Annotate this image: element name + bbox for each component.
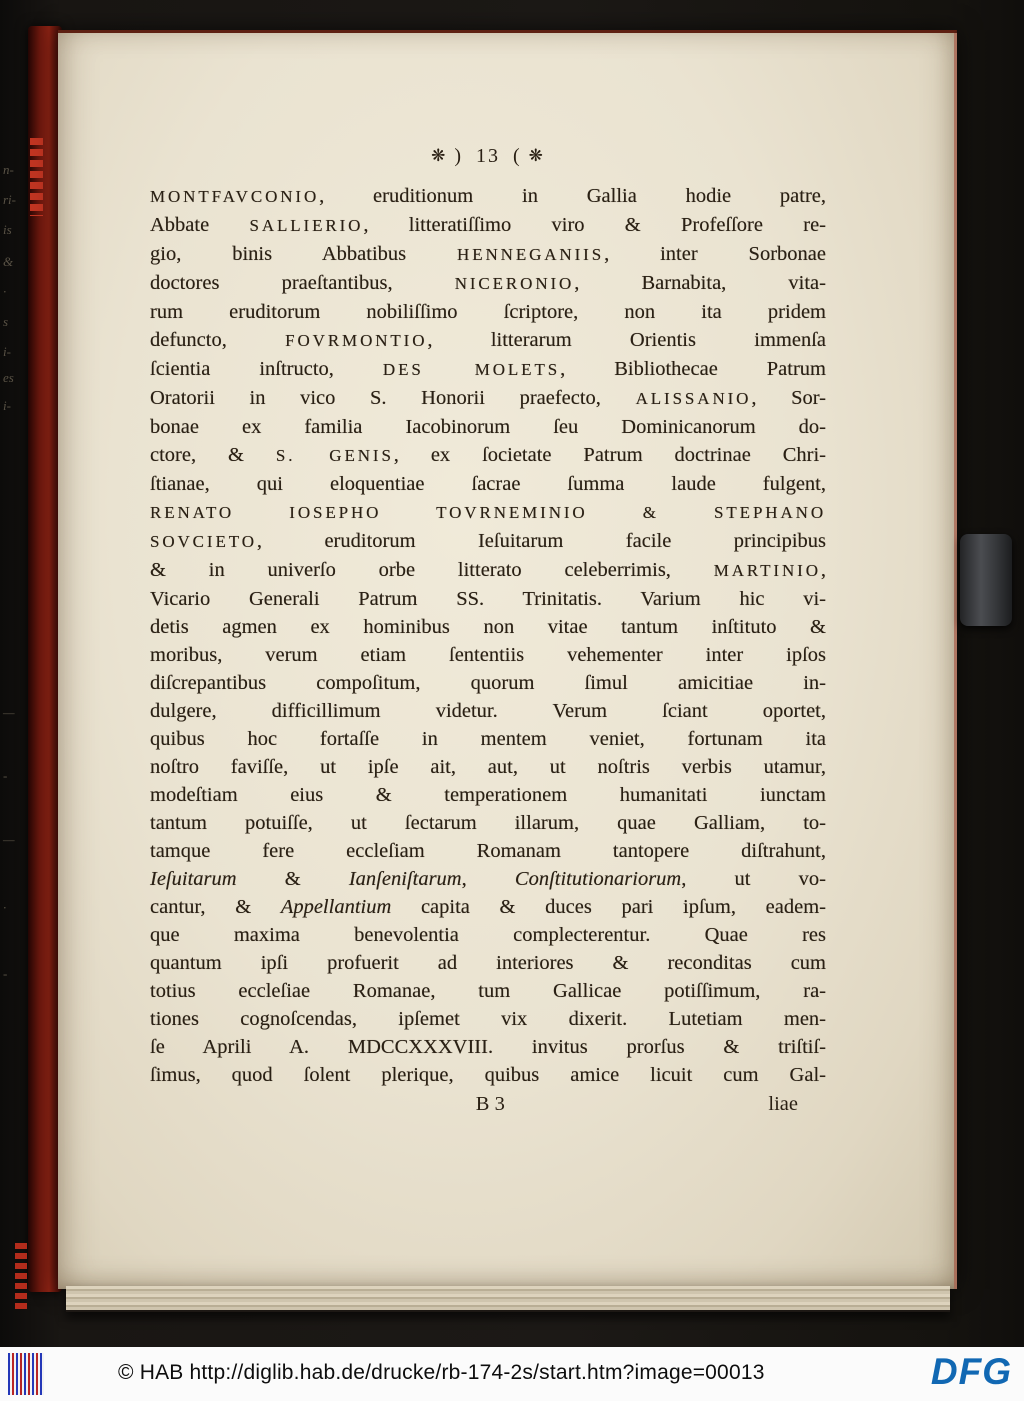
watermark-footer <box>0 1347 1024 1401</box>
bleed-fragment: — <box>3 705 15 720</box>
header-bracket-left: ) <box>454 145 463 167</box>
red-edge-marks-bottom <box>15 1243 27 1309</box>
text-line: & in univerſo orbe litterato celeberrimis, MARTINIO, <box>150 559 826 581</box>
text-line: ctore, & S. GENIS, ex ſocietate Patrum doctrinae Chri- <box>150 444 826 466</box>
text-line: quibus hoc fortaſſe in mentem veniet, fortunam ita <box>150 728 826 750</box>
text-line: Vicario Generali Patrum SS. Trinitatis. Varium hic vi- <box>150 588 826 610</box>
book-page <box>58 30 957 1289</box>
bleed-fragment: - <box>3 966 8 981</box>
bleed-fragment: es <box>3 370 14 385</box>
text-line: tamque fere eccleſiam Romanam tantopere diſtrahunt, <box>150 840 826 862</box>
text-line: ſe Aprili A. MDCCXXXVIII. invitus prorſus & triſtiſ- <box>150 1036 826 1058</box>
signature-row <box>150 1093 826 1123</box>
bleed-fragment: i- <box>3 398 11 413</box>
bleed-fragment: - <box>3 768 8 783</box>
text-line: ſimus, quod ſolent plerique, quibus amice licuit cum Gal- <box>150 1064 826 1086</box>
text-line: Abbate SALLIERIO, litteratiſſimo viro & Profeſſore re- <box>150 214 827 236</box>
fleuron-icon: ❋ <box>528 146 545 166</box>
bleed-fragment: n- <box>3 162 14 177</box>
text-line: totius eccleſiae Romanae, tum Gallicae potiſſimum, ra- <box>150 980 826 1002</box>
header-bracket-right: ( <box>513 145 522 167</box>
body-text <box>150 182 826 1089</box>
color-calibration-bars <box>8 1353 44 1395</box>
text-line: que maxima benevolentia complecterentur. Quae res <box>150 924 826 946</box>
page-number: 13 <box>476 145 500 167</box>
text-line: gio, binis Abbatibus HENNEGANIIS, inter Sorbonae <box>150 243 826 265</box>
text-line: tiones cognoſcendas, ipſemet vix dixerit. Lutetiam men- <box>150 1008 826 1030</box>
text-line: noſtro faviſſe, ut ipſe ait, aut, ut noſtris verbis utamur, <box>150 756 826 778</box>
text-line: quantum ipſi profuerit ad interiores & reconditas cum <box>150 952 826 974</box>
bleed-fragment: s <box>3 314 9 329</box>
red-edge-marks-top <box>30 138 43 216</box>
text-line: ſtianae, qui eloquentiae ſacrae ſumma laude fulgent, <box>150 473 826 495</box>
text-line: Oratorii in vico S. Honorii praefecto, ALISSANIO, Sor- <box>150 387 826 409</box>
text-line: modeſtiam eius & temperationem humanitati iunctam <box>150 784 826 806</box>
fleuron-icon: ❋ <box>431 146 448 166</box>
text-line: dulgere, difficillimum videtur. Verum ſciant oportet, <box>150 700 826 722</box>
text-line: MONTFAVCONIO, eruditionum in Gallia hodie patre, <box>150 185 826 207</box>
text-line: diſcrepantibus compoſitum, quorum ſimul amicitiae in- <box>150 672 826 694</box>
dfg-logo: DFG <box>930 1351 1012 1392</box>
page-stack-edges <box>66 1286 950 1312</box>
catchword: liae <box>768 1093 798 1115</box>
text-line: detis agmen ex hominibus non vitae tantum inſtituto & <box>150 616 826 638</box>
book-clasp <box>960 534 1012 626</box>
page-text-block <box>150 145 826 1123</box>
text-line: SOVCIETO, eruditorum Ieſuitarum facile principibus <box>150 530 826 552</box>
text-line: cantur, & Appellantium capita & duces pari ipſum, eadem- <box>150 896 826 918</box>
bleed-fragment: · <box>3 284 7 299</box>
bleed-fragment: — <box>3 832 15 847</box>
bleed-fragment: · <box>3 900 7 915</box>
bleed-fragment: i- <box>3 344 11 359</box>
text-line: defuncto, FOVRMONTIO, litterarum Orientis immenſa <box>150 329 826 351</box>
text-line: doctores praeſtantibus, NICERONIO, Barnabita, vita- <box>150 272 826 294</box>
gathering-signature: B 3 <box>475 1093 505 1115</box>
text-line: bonae ex familia Iacobinorum ſeu Dominicanorum do- <box>150 416 826 438</box>
text-line: RENATO IOSEPHO TOVRNEMINIO & STEPHANO <box>150 503 826 522</box>
bleed-fragment: & <box>3 254 14 269</box>
text-line: tantum potuiſſe, ut ſectarum illarum, quae Galliam, to- <box>150 812 826 834</box>
margin-bleed <box>0 0 30 1340</box>
bleed-fragment: is <box>3 222 12 237</box>
text-line: moribus, verum etiam ſententiis vehementer inter ipſos <box>150 644 826 666</box>
bleed-fragment: ri- <box>3 192 16 207</box>
page-header <box>150 145 826 168</box>
text-line: rum eruditorum nobiliſſimo ſcriptore, non ita pridem <box>150 301 826 323</box>
text-line: ſcientia inſtructo, DES MOLETS, Bibliothecae Patrum <box>150 358 827 380</box>
text-line: Ieſuitarum & Ianſeniſtarum, Conſtitutionariorum, ut vo- <box>150 868 826 890</box>
copyright-url-text: © HAB http://diglib.hab.de/drucke/rb-174-2s/start.htm?image=00013 <box>118 1361 765 1384</box>
